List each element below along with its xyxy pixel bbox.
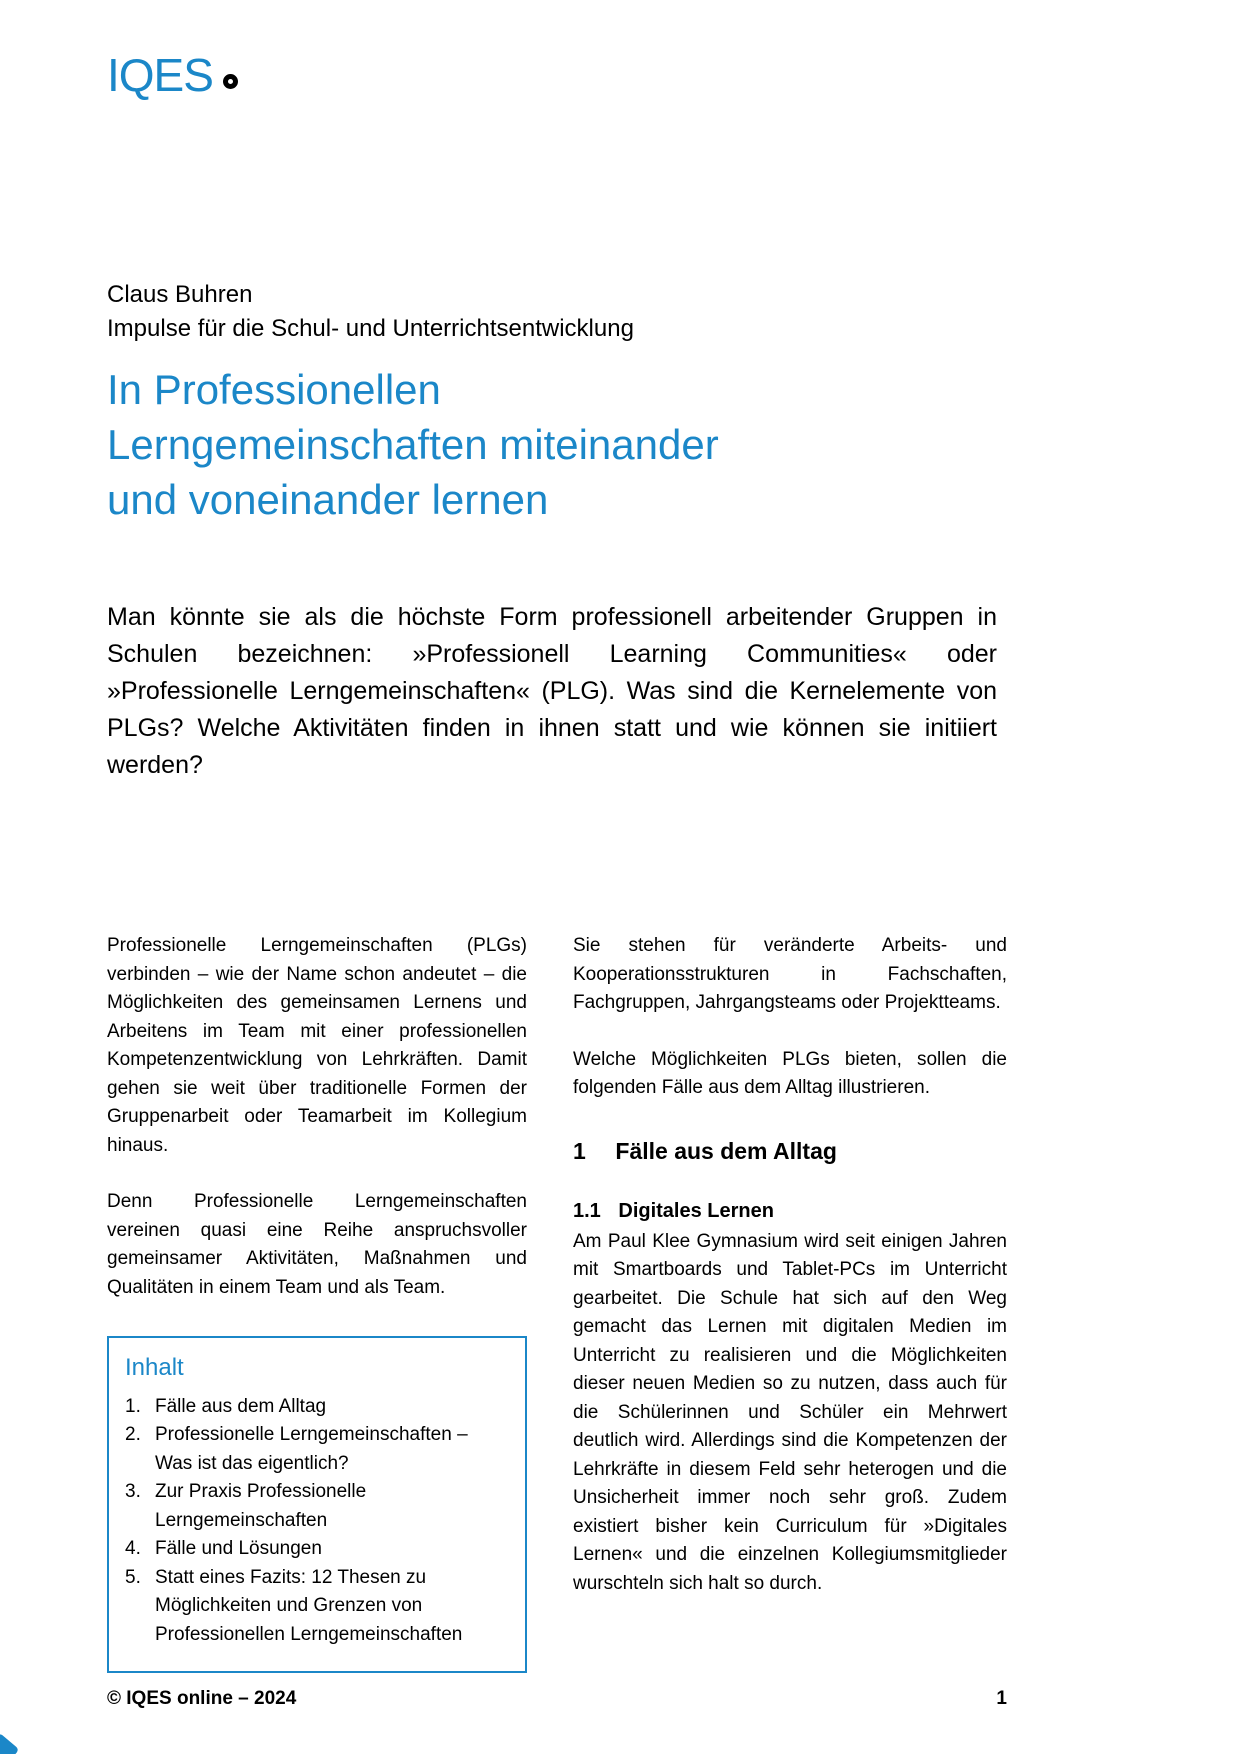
title-line-3: und voneinander lernen [107, 476, 549, 523]
subsection-title: Digitales Lernen [618, 1200, 774, 1222]
toc-item-2: Professionelle Lerngemeinschaften – Was ist das eigentlich? [155, 1424, 468, 1474]
title-line-1: In Professionellen [107, 366, 441, 413]
author-name: Claus Buhren [107, 281, 253, 308]
right-column [573, 932, 1007, 1673]
toc-item-4: Fälle und Lösungen [155, 1538, 322, 1559]
section-heading [573, 1137, 1007, 1166]
page-title [107, 362, 719, 527]
left-paragraph-2: Denn Professionelle Lerngemeinschaften vereinen quasi eine Reihe anspruchsvoller gemeinsamer Aktivitäten, Maßnahmen und Qualitäten in einem Team und als Team. [107, 1191, 527, 1298]
subsection-body: Am Paul Klee Gymnasium wird seit einigen Jahren mit Smartboards und Tablet-PCs im Unterricht gearbeitet. Die Schule hat sich auf den Weg gemacht das Lernen mit digitalen Medien im Unterricht zu realisieren und die Möglichkeiten dieser neuen Medien so zu nutzen, dass auch für die Schülerinnen und Schüler ein Mehrwert deutlich wird. Allerdings sind die Kompetenzen der Lehrkräfte in diesem Feld sehr heterogen und die Unsicherheit immer noch sehr groß. Zudem existiert bisher kein Curriculum für »Digitales Lernen« und die einzelnen Kollegiumsmitglieder wurschteln sich halt so durch. [573, 1230, 1007, 1594]
iqes-logo [107, 49, 238, 101]
section-title: Fälle aus dem Alltag [615, 1137, 837, 1164]
toc-title: Inhalt [125, 1354, 184, 1381]
corner-mark [0, 1733, 19, 1754]
lead-paragraph: Man könnte sie als die höchste Form professionell arbeitender Gruppen in Schulen bezeichnen: »Professionell Learning Communities« oder »Professionelle Lerngemeinschaften« (PLG). Was sind die Kernelemente von PLGs? Welche Aktivitäten finden in ihnen statt und wie können sie initiiert werden? [107, 603, 997, 779]
subsection-number: 1.1 [573, 1200, 601, 1222]
section-number: 1 [573, 1137, 586, 1164]
toc-item-3: Zur Praxis Professionelle Lerngemeinschaften [155, 1481, 367, 1531]
table-of-contents-box [107, 1336, 527, 1673]
logo-ring-icon [223, 74, 238, 89]
right-paragraph-2: Welche Möglichkeiten PLGs bieten, sollen die folgenden Fälle aus dem Alltag illustrieren. [573, 1048, 1007, 1098]
copyright-text: © IQES online – 2024 [107, 1688, 297, 1709]
right-paragraph-1: Sie stehen für veränderte Arbeits- und Kooperationsstrukturen in Fachschaften, Fachgruppen, Jahrgangsteams oder Projektteams. [573, 935, 1007, 1013]
toc-item-1: Fälle aus dem Alltag [155, 1395, 327, 1417]
byline [107, 278, 634, 346]
subsection-heading [573, 1197, 1007, 1226]
title-line-2: Lerngemeinschaften miteinander [107, 421, 719, 468]
body-columns [107, 932, 1007, 1673]
page-number: 1 [996, 1688, 1007, 1709]
left-column [107, 932, 527, 1673]
page-footer [107, 1688, 1007, 1710]
series-title: Impulse für die Schul- und Unterrichtsentwicklung [107, 315, 634, 342]
iqes-logo-text: IQES [107, 49, 213, 101]
left-paragraph-1: Professionelle Lerngemeinschaften (PLGs) verbinden – wie der Name schon andeutet – die Möglichkeiten des gemeinsamen Lernens und Arbeitens im Team mit einer professionellen Kompetenzentwicklung von Lehrkräften. Damit gehen sie weit über traditionelle Formen der Gruppenarbeit oder Teamarbeit im Kollegium hinaus. [107, 935, 527, 1156]
toc-list [125, 1393, 507, 1650]
toc-item-5: Statt eines Fazits: 12 Thesen zu Möglichkeiten und Grenzen von Professionellen Lerngemeinschaften [155, 1566, 463, 1645]
